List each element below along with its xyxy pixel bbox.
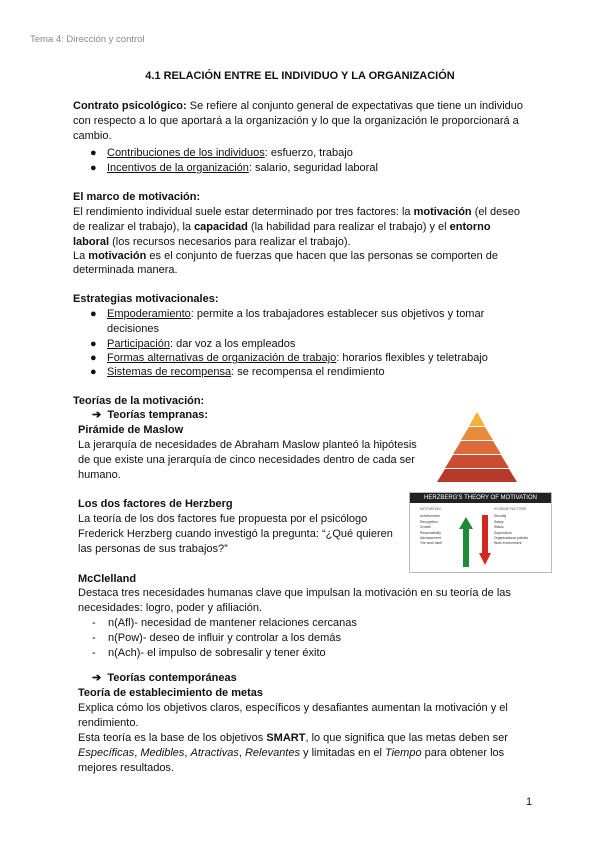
marco-line-3: laboral (los recursos necesarios para realizar el trabajo). [73,236,351,248]
estrategias-heading: Estrategias motivacionales: [73,293,219,305]
metas-line-2: rendimiento. [78,717,139,729]
mcclelland-line-1: Destaca tres necesidades humanas clave que impulsan la motivación en su teoría de las [78,587,511,599]
metas-line-1: Explica cómo los objetivos claros, específicos y desafiantes aumentan la motivación y el [78,702,508,714]
mcclelland-line-2: necesidades: logro, poder y afiliación. [78,602,263,614]
maslow-line-1: La jerarquía de necesidades de Abraham Maslow planteó la hipótesis [78,439,417,451]
herzberg-line-3: las personas de sus trabajos?” [78,543,228,555]
running-header: Tema 4: Dirección y control [30,34,145,45]
marco-line-2: de realizar el trabajo), la capacidad (la habilidad para realizar el trabajo) y el entorno [73,221,491,233]
contrato-line-1: Contrato psicológico: Se refiere al conjunto general de expectativas que tiene un individuo [73,100,524,112]
section-title: 4.1 RELACIÓN ENTRE EL INDIVIDUO Y LA ORGANIZACIÓN [145,70,455,82]
teorias-heading: Teorías de la motivación: [73,395,205,407]
mcclelland-heading: McClelland [78,573,137,585]
down-arrow-icon [478,515,492,565]
list-item-continuation: decisiones [107,323,159,335]
page-number: 1 [526,796,533,808]
contrato-line-3: cambio. [73,130,112,142]
motivation-column: MOTIVATION Achievement Recognition Growth Responsibility Advancement The work itself [420,507,442,546]
up-arrow-icon [458,517,474,567]
marco-heading: El marco de motivación: [73,191,201,203]
contrato-line-2: con respecto a lo que aportará a la organización y lo que la organización le proporcionará a [73,115,519,127]
herzberg-diagram-image [409,492,552,573]
marco-line-1: El rendimiento individual suele estar determinado por tres factores: la motivación (el deseo [73,206,520,218]
maslow-heading: Pirámide de Maslow [78,424,184,436]
marco-line-5: determinada manera. [73,264,178,276]
arrow-icon: ➔ [92,409,102,421]
subheading-tempranas: ➔ Teorías tempranas: [92,409,209,421]
subheading-contemporaneas: ➔ Teorías contemporáneas [92,672,237,684]
document-page: Tema 4: Dirección y control 4.1 RELACIÓN ENTRE EL INDIVIDUO Y LA ORGANIZACIÓN Contrato psicológico: Se refiere al conjunto general de expectativas que tiene un individuo con respecto a lo que aportará a la organización y lo que la organización le proporcionará a cambio. ● Contribuciones de los individuos: esfuerzo, trabajo ● Incentivos de la organización: salario, seguridad laboral El marco de motivación: El rendimiento individual suele estar determinado por tres factores: la motivación (el deseo de realizar el trabajo), la capacidad (la habilidad para realizar el trabajo) y el entorno laboral (los recursos necesarios para realizar el trabajo). La motivación es el conjunto de fuerzas que hacen que las personas se comporten de determinada manera. Estrategias motivacionales: ● Empoderamiento: permite a los trabajadores establecer sus objetivos y tomar decisiones ● Participación: dar voz a los empleados ● Formas alternativas de organización de trabajo: horarios flexibles y teletrabajo ● Sistemas de recompensa: se recompensa el rendimiento Teorías de la motivación: ➔ Teorías tempranas: Pirámide de Maslow La jerarquía de necesidades de Abraham Maslow planteó la hipótesis de que existe una jerarquía de cinco necesidades dentro de cada ser humano. Los dos factores de Herzberg La teoría de los dos factores fue propuesta por el psicólogo Frederick Herzberg cuando investigó la pregunta: “¿Qué quieren las personas de sus trabajos?” HERZBERG'S THEORY OF MOTIVATION MOTIVATION Achievement Recognition Growth Responsibility Advancement The work itself HYGIENE FACTORS Security Salary Status Supervision Organizational policies Work environment McClelland Destaca tres necesidades humanas clave que impulsan la motivación en su teoría de las necesidades: logro, poder y afiliación. - n(Afl)- necesidad de mantener relaciones cercanas - n(Pow)- deseo de influir y controlar a los demás - n(Ach)- el impulso de sobresalir y tener éxito ➔ Teorías contemporáneas Teoría de establecimiento de metas Explica cómo los objetivos claros, específicos y desafiantes aumentan la motivación y el rendimiento. Esta teoría es la base de los objetivos SMART, lo que significa que las metas deben ser Específicas, Medibles, Atractivas, Relevantes y limitadas en el Tiempo para obtener los mejores resultados. 1 [0,0,600,848]
maslow-pyramid-image [418,402,536,486]
hygiene-column: HYGIENE FACTORS Security Salary Status Supervision Organizational policies Work environment [494,507,529,546]
marco-line-4: La motivación es el conjunto de fuerzas que hacen que las personas se comporten de [73,250,498,262]
maslow-line-2: de que existe una jerarquía de cinco necesidades dentro de cada ser [78,454,415,466]
herzberg-line-2: Frederick Herzberg cuando investigó la pregunta: “¿Qué quieren [78,528,393,540]
metas-heading: Teoría de establecimiento de metas [78,687,264,699]
herzberg-image-title: HERZBERG'S THEORY OF MOTIVATION [410,493,551,503]
arrow-icon: ➔ [92,672,102,684]
metas-line-3: Esta teoría es la base de los objetivos SMART, lo que significa que las metas deben ser [78,732,508,744]
herzberg-line-1: La teoría de los dos factores fue propuesta por el psicólogo [78,513,368,525]
metas-line-4: Específicas, Medibles, Atractivas, Relevantes y limitadas en el Tiempo para obtener los [78,747,505,759]
metas-line-5: mejores resultados. [78,762,174,774]
maslow-line-3: humano. [78,469,121,481]
herzberg-heading: Los dos factores de Herzberg [78,498,233,510]
